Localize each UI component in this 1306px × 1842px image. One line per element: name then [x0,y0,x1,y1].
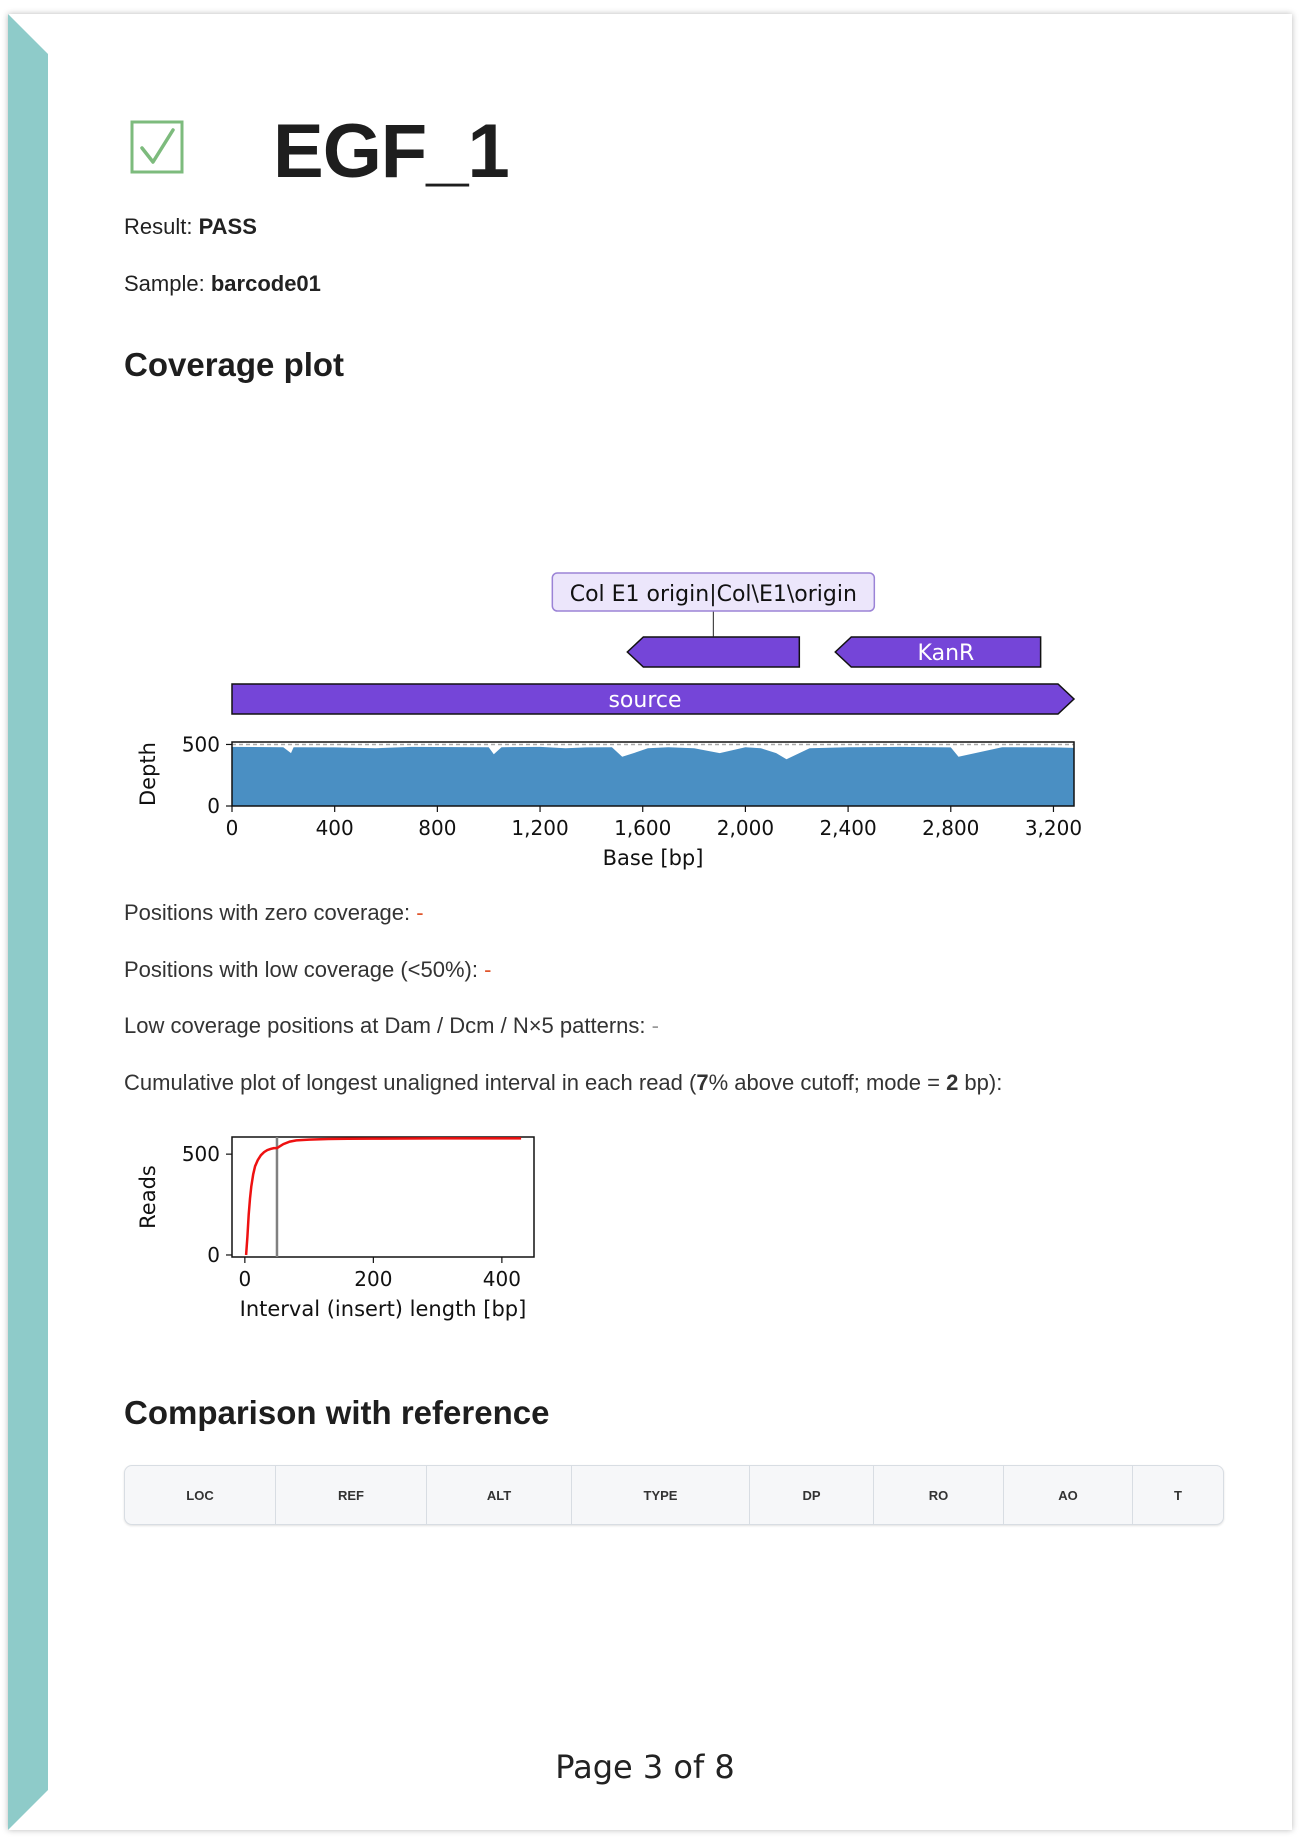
y-tick-label: 500 [181,1142,220,1167]
dam-dcm-label: Low coverage positions at Dam / Dcm / N×5 patterns: [124,1013,646,1038]
zero-coverage-value: - [416,900,424,925]
column-header-ro[interactable]: RO [874,1466,1004,1524]
page-title: EGF_1 [273,109,509,194]
column-header-type[interactable]: TYPE [572,1466,750,1524]
callout-label: Col E1 origin|Col\E1\origin [569,582,857,607]
x-tick-label: 0 [238,1267,252,1291]
column-header-alt[interactable]: ALT [427,1466,572,1524]
dam-dcm-line [124,1013,659,1039]
y-axis-label: Reads [136,1165,160,1229]
cumulative-plot [130,1125,560,1330]
cumulative-prefix: Cumulative plot of longest unaligned interval in each read ( [124,1070,697,1095]
comparison-heading: Comparison with reference [124,1394,550,1431]
cumulative-caption [124,1070,1002,1096]
cumulative-mid: % above cutoff; mode = [708,1070,947,1095]
y-tick-label: 0 [207,1242,220,1267]
x-tick-label: 3,200 [1024,816,1083,840]
feature-label-0: source [608,688,682,713]
coverage-heading: Coverage plot [124,346,345,383]
x-tick-label: 1,200 [511,816,569,840]
y-tick-label: 500 [181,732,220,757]
result-label: Result: [124,214,193,239]
zero-coverage-line [124,900,424,926]
side-accent-band [8,14,48,1830]
sample-label: Sample: [124,271,205,296]
feature-arrow-1 [627,637,799,667]
x-axis-label: Base [bp] [602,846,704,870]
column-header-loc[interactable]: LOC [125,1466,276,1524]
x-tick-label: 400 [315,816,354,840]
low-coverage-value: - [484,957,492,982]
low-coverage-line [124,957,491,983]
feature-label-2: KanR [917,641,975,666]
x-tick-label: 1,600 [614,816,672,840]
column-header-t[interactable]: T [1174,1487,1182,1503]
y-tick-label: 0 [207,794,220,818]
coverage-plot [130,560,1130,880]
checkbox-checked-icon [130,120,184,174]
zero-coverage-label: Positions with zero coverage: [124,900,411,925]
result-line [124,214,257,240]
cumulative-suffix: bp): [958,1070,1003,1095]
column-header-ref[interactable]: REF [276,1466,427,1524]
x-tick-label: 2,000 [716,816,775,840]
x-tick-label: 2,400 [819,816,877,840]
result-value: PASS [198,214,257,239]
x-tick-label: 200 [354,1267,393,1291]
dam-dcm-value: - [651,1013,659,1038]
column-header-ao[interactable]: AO [1004,1466,1133,1524]
y-axis-label: Depth [136,742,160,806]
x-axis-label: Interval (insert) length [bp] [239,1297,527,1321]
variants-table-header [124,1465,1224,1525]
x-tick-label: 2,800 [922,816,980,840]
x-tick-label: 400 [482,1267,521,1291]
page-number: Page 3 of 8 [555,1748,735,1786]
cumulative-percent: 7 [696,1070,709,1095]
sample-line [124,271,321,297]
cumulative-mode: 2 [946,1070,959,1095]
coverage-area [232,747,1074,806]
sample-value: barcode01 [210,271,321,296]
column-header-dp[interactable]: DP [750,1466,874,1524]
x-tick-label: 800 [418,816,457,840]
low-coverage-label: Positions with low coverage (<50%): [124,957,478,982]
x-tick-label: 0 [225,816,239,840]
